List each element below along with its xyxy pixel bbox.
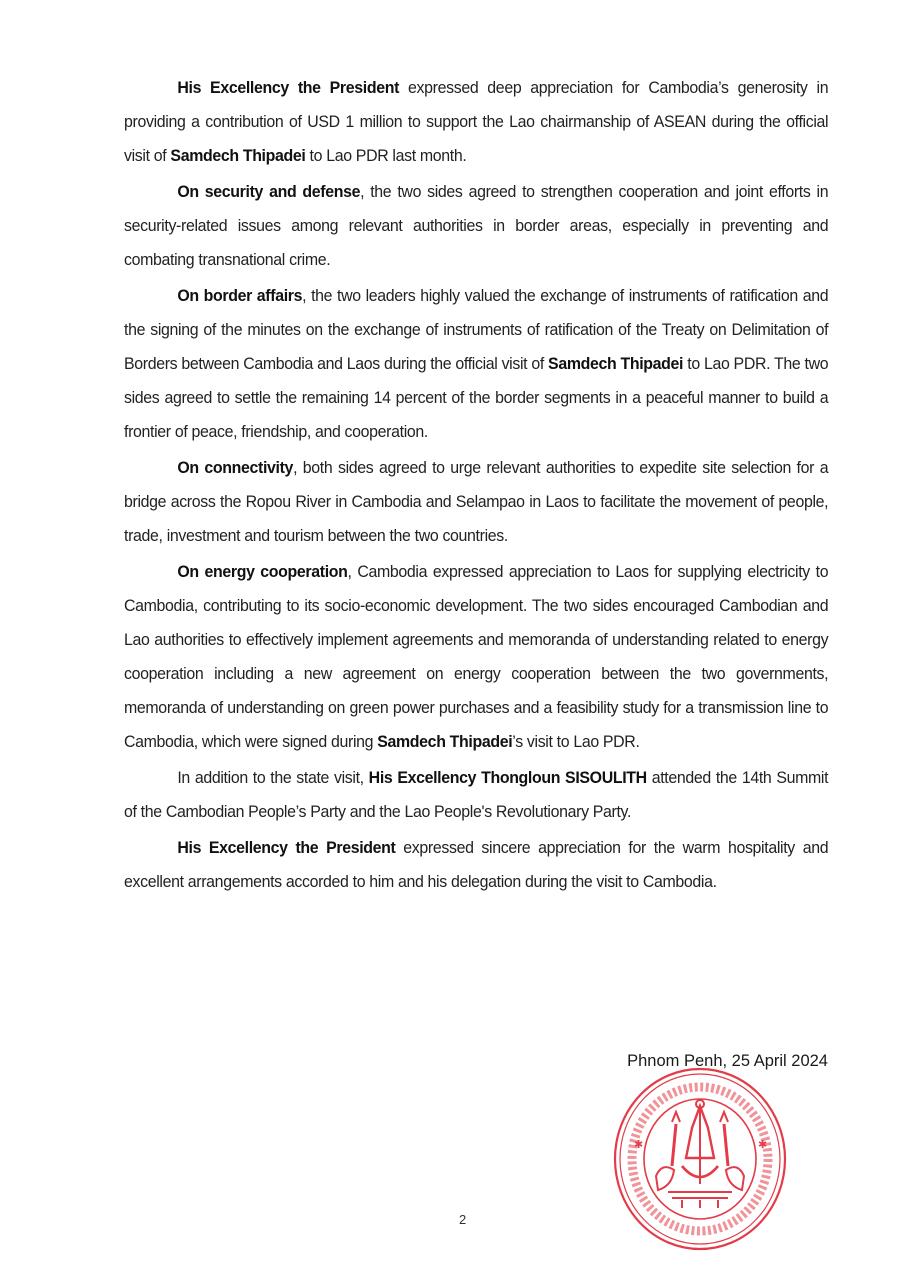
text-run: attended the 14th Summit of the Cambodian People’s Party and the Lao People's Revolutionary Party. (124, 769, 829, 821)
paragraph-energy-cooperation (124, 555, 828, 759)
official-seal-icon (612, 1066, 788, 1252)
bold-phrase: Samdech Thipadei (170, 147, 306, 165)
text-run: , both sides agreed to urge relevant authorities to expedite site selection for a bridge across the Ropou River in Cambodia and Selampao in Laos to facilitate the movement of people, trade, investment and tourism between the two countries. (124, 459, 829, 545)
svg-text:✱: ✱ (758, 1138, 768, 1151)
bold-phrase: Samdech Thipadei (377, 733, 513, 751)
text-run: , Cambodia expressed appreciation to Laos for supplying electricity to Cambodia, contributing to its socio-economic development. The two sides encouraged Cambodian and Lao authorities to effectively implement agreements and memoranda of understanding related to energy cooperation including a new agreement on energy cooperation between the two governments, memoranda of understanding on green power purchases and a feasibility study for a transmission line to Cambodia, which were signed during (124, 563, 829, 751)
text-run: In addition to the state visit, (177, 769, 369, 787)
paragraph-president-appreciation (124, 71, 828, 173)
paragraph-hospitality (124, 831, 828, 899)
paragraph-security-defense (124, 175, 828, 277)
bold-phrase: Samdech Thipadei (548, 355, 684, 373)
text-run: ’s visit to Lao PDR. (512, 733, 640, 751)
bold-phrase: On security and defense (177, 183, 361, 201)
text-run: to Lao PDR last month. (305, 147, 467, 165)
bold-phrase: On connectivity (177, 459, 294, 477)
bold-phrase: On border affairs (177, 287, 303, 305)
paragraph-party-summit (124, 761, 828, 829)
place-date-line: Phnom Penh, 25 April 2024 (627, 1052, 828, 1070)
text-run: expressed deep appreciation for Cambodia’s generosity in providing a contribution of USD 1 million to support the Lao chairmanship of ASEAN during the official visit of (124, 79, 829, 165)
paragraph-connectivity (124, 451, 828, 553)
text-run: expressed sincere appreciation for the warm hospitality and excellent arrangements accorded to him and his delegation during the visit to Cambodia. (124, 839, 829, 891)
bold-phrase: His Excellency the President (177, 79, 400, 97)
text-run: , the two sides agreed to strengthen cooperation and joint efforts in security-related issues among relevant authorities in border areas, especially in preventing and combating transnational crime. (124, 183, 829, 269)
text-run: , the two leaders highly valued the exchange of instruments of ratification and the signing of the minutes on the exchange of instruments of ratification of the Treaty on Delimitation of Borders between Cambodia and Laos during the official visit of (124, 287, 829, 373)
text-run: to Lao PDR. The two sides agreed to settle the remaining 14 percent of the border segments in a peaceful manner to build a frontier of peace, friendship, and cooperation. (124, 355, 829, 441)
page-number: 2 (459, 1212, 467, 1227)
bold-phrase: His Excellency the President (177, 839, 396, 857)
svg-text:✱: ✱ (634, 1138, 644, 1151)
bold-phrase: His Excellency Thongloun SISOULITH (368, 769, 647, 787)
paragraph-border-affairs (124, 279, 828, 449)
document-body (124, 71, 828, 901)
bold-phrase: On energy cooperation (177, 563, 348, 581)
